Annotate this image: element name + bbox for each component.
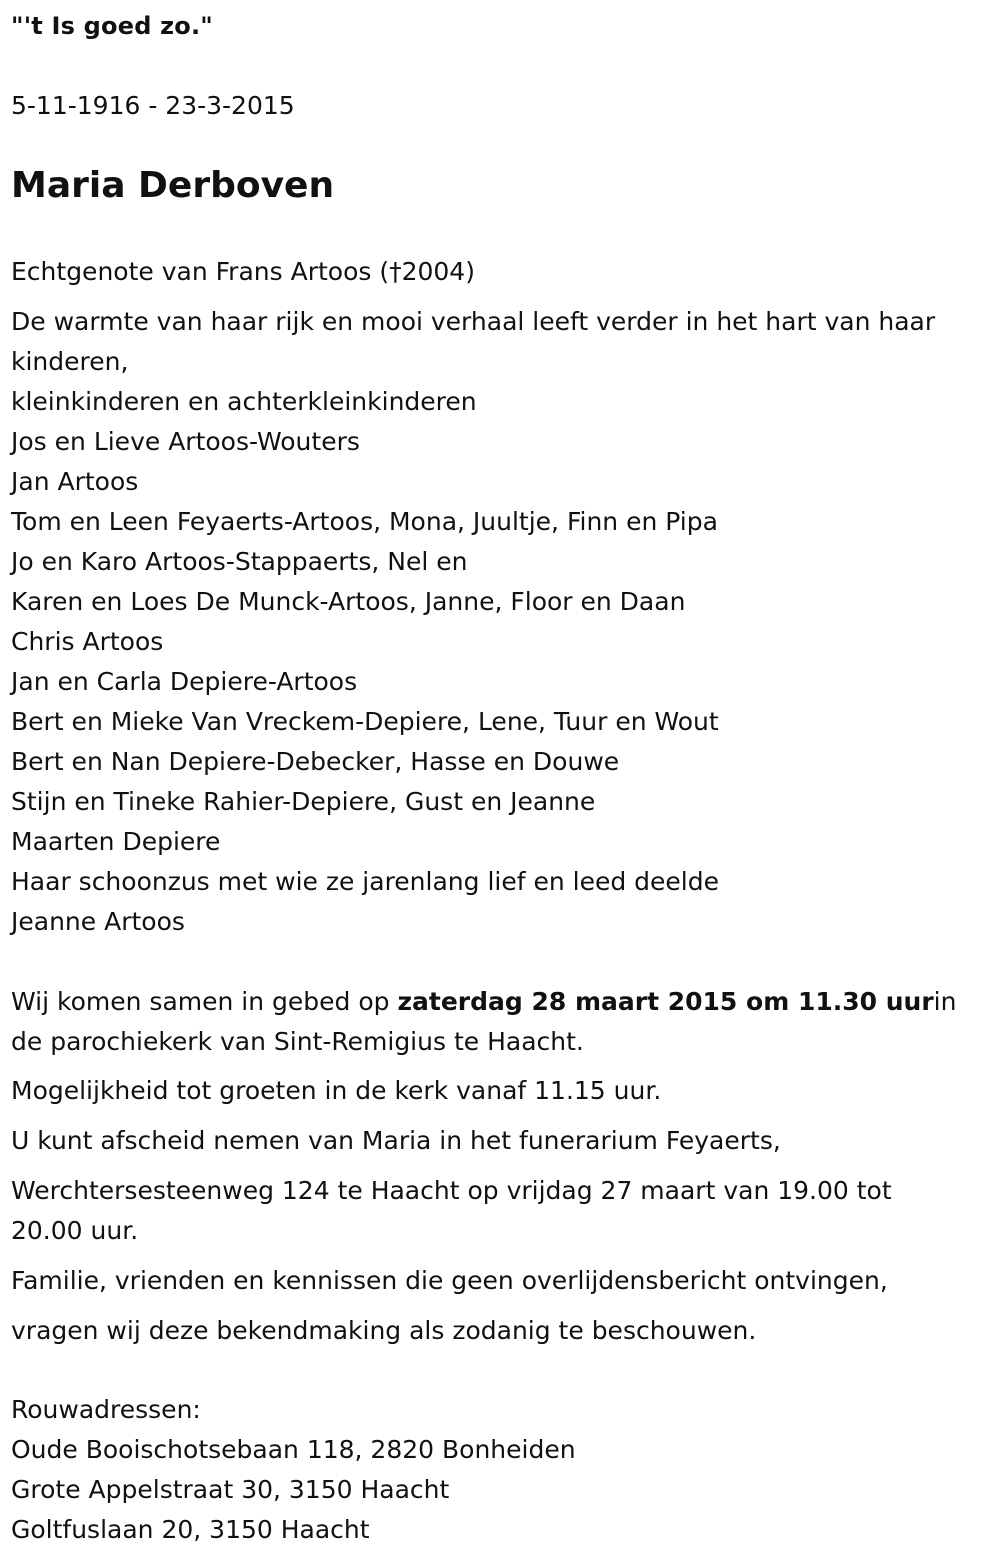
family-line: kleinkinderen en achterkleinkinderen bbox=[11, 387, 477, 416]
addresses-section bbox=[11, 1390, 986, 1550]
life-dates: 5-11-1916 - 23-3-2015 bbox=[11, 91, 295, 120]
address-line: Oude Booischotsebaan 118, 2820 Bonheiden bbox=[11, 1435, 576, 1464]
family-list bbox=[11, 382, 986, 942]
family-line: Jan en Carla Depiere-Artoos bbox=[11, 667, 358, 696]
family-line: Jo en Karo Artoos-Stappaerts, Nel en bbox=[11, 547, 468, 576]
family-line: Bert en Nan Depiere-Debecker, Hasse en Douwe bbox=[11, 747, 620, 776]
family-line: Jos en Lieve Artoos-Wouters bbox=[11, 427, 360, 456]
family-line: Stijn en Tineke Rahier-Depiere, Gust en Jeanne bbox=[11, 787, 596, 816]
family-line: Chris Artoos bbox=[11, 627, 164, 656]
ceremony-text-after: in de parochiekerk van Sint-Remigius te Haacht. bbox=[11, 987, 957, 1056]
intro-paragraph: De warmte van haar rijk en mooi verhaal leeft verder in het hart van haar kinderen, bbox=[11, 307, 936, 376]
quote-heading: "'t Is goed zo." bbox=[11, 12, 214, 40]
spouse-line bbox=[11, 252, 986, 292]
family-line: Jeanne Artoos bbox=[11, 907, 185, 936]
notice-line-1: Familie, vrienden en kennissen die geen overlijdensbericht ontvingen, bbox=[11, 1266, 888, 1295]
family-line: Haar schoonzus met wie ze jarenlang lief en leed deelde bbox=[11, 867, 719, 896]
cross-icon: † bbox=[389, 257, 402, 286]
family-line: Jan Artoos bbox=[11, 467, 139, 496]
family-line: Bert en Mieke Van Vreckem-Depiere, Lene, Tuur en Wout bbox=[11, 707, 719, 736]
family-line: Tom en Leen Feyaerts-Artoos, Mona, Juultje, Finn en Pipa bbox=[11, 507, 718, 536]
spouse-suffix: ) bbox=[465, 257, 475, 286]
ceremony-text-before: Wij komen samen in gebed op bbox=[11, 987, 398, 1016]
address-line: Goltfuslaan 20, 3150 Haacht bbox=[11, 1515, 370, 1544]
farewell-line-2: Werchtersesteenweg 124 te Haacht op vrijdag 27 maart van 19.00 tot 20.00 uur. bbox=[11, 1176, 892, 1245]
spouse-death-year: 2004 bbox=[401, 257, 466, 286]
deceased-name: Maria Derboven bbox=[11, 165, 335, 206]
farewell-line-1: U kunt afscheid nemen van Maria in het funerarium Feyaerts, bbox=[11, 1126, 781, 1155]
ceremony-paragraph bbox=[11, 982, 971, 1062]
family-line: Maarten Depiere bbox=[11, 827, 221, 856]
greeting-line: Mogelijkheid tot groeten in de kerk vanaf 11.15 uur. bbox=[11, 1076, 662, 1105]
address-line: Grote Appelstraat 30, 3150 Haacht bbox=[11, 1475, 450, 1504]
family-line: Karen en Loes De Munck-Artoos, Janne, Floor en Daan bbox=[11, 587, 686, 616]
spouse-prefix: Echtgenote van Frans Artoos ( bbox=[11, 257, 390, 286]
notice-line-2: vragen wij deze bekendmaking als zodanig te beschouwen. bbox=[11, 1316, 757, 1345]
addresses-title: Rouwadressen: bbox=[11, 1395, 201, 1424]
ceremony-datetime: zaterdag 28 maart 2015 om 11.30 uur bbox=[397, 987, 934, 1016]
